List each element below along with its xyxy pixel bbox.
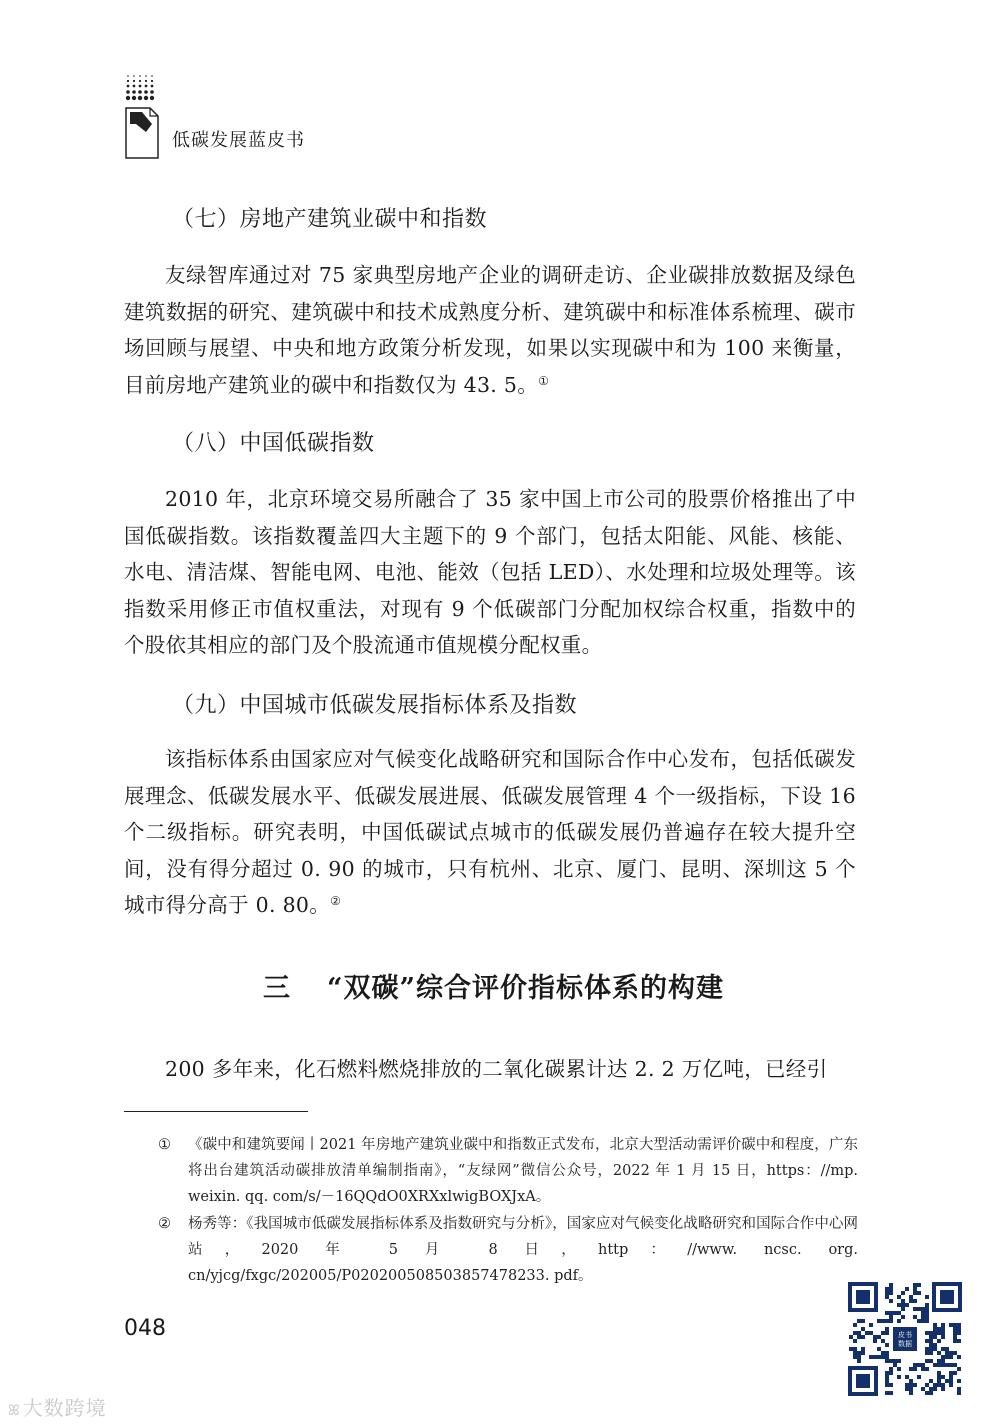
footnote-2 [124,1211,858,1289]
svg-text:皮书: 皮书 [898,1331,912,1339]
section-heading-9: （九）中国城市低碳发展指标体系及指数 [172,693,578,718]
footnote-ref-2[interactable]: ② [330,894,342,908]
footnote-mark: ② [158,1216,171,1232]
section-body-8: 2010 年，北京环境交易所融合了 35 家中国上市公司的股票价格推出了中国低碳指数。该指数覆盖四大主题下的 9 个部门，包括太阳能、风能、核能、水电、清洁煤、智能电网、电池、能效（包括 LED）、水处理和垃圾处理等。该指数采用修正市值权重法，对现有 9 个低碳部门分配加权综合权重，指数中的个股依其相应的部门及个股流通市值规模分配权重。 [124,487,856,657]
watermark-logo-icon: ꕤ [8,1403,21,1419]
running-header-title: 低碳发展蓝皮书 [172,130,305,151]
footnote-1 [124,1132,858,1210]
section-body-9 [124,741,856,924]
section-body-7 [124,257,856,403]
footnote-mark: ① [158,1137,171,1153]
watermark [8,1392,107,1421]
chapter-heading [0,966,987,1005]
chapter-body: 200 多年来，化石燃料燃烧排放的二氧化碳累计达 2. 2 万亿吨，已经引 [165,1057,828,1081]
chapter-title: “双碳”综合评价指标体系的构建 [326,973,725,1004]
section-heading-7: （七）房地产建筑业碳中和指数 [172,207,488,232]
watermark-text: 大数跨境 [22,1396,107,1420]
page-number: 048 [124,1316,166,1341]
book-corner-icon [124,74,160,160]
footnote-divider [124,1111,308,1112]
svg-text:数据: 数据 [898,1340,912,1348]
footnote-text: 杨秀等：《我国城市低碳发展指标体系及指数研究与分析》，国家应对气候变化战略研究和国际合作中心网站，2020 年 5 月 8 日，http：//www. ncsc. org. cn/yjcg/fxgc/202005/P020200508503857478233. pdf。 [188,1216,858,1284]
section-heading-8: （八）中国低碳指数 [172,431,375,456]
qr-code-icon[interactable] [848,1282,962,1396]
footnote-text: 《碳中和建筑要闻丨2021 年房地产建筑业碳中和指数正式发布，北京大型活动需评价碳中和程度，广东将出台建筑活动碳排放清单编制指南》，“友绿网”微信公众号，2022 年 1 月 15 日，https：//mp. weixin. qq. com/s/－16QQdO0XRXxlwigBOXJxA。 [188,1137,858,1205]
footnote-ref-1[interactable]: ① [538,373,550,388]
paragraph-text: 该指标体系由国家应对气候变化战略研究和国际合作中心发布，包括低碳发展理念、低碳发展水平、低碳发展进展、低碳发展管理 4 个一级指标，下设 16 个二级指标。研究表明，中国低碳试点城市的低碳发展仍普遍存在较大提升空间，没有得分超过 0. 90 的城市，只有杭州、北京、厦门、昆明、深圳这 5 个城市得分高于 0. 80。 [124,747,856,917]
chapter-number: 三 [262,973,291,1004]
paragraph-text: 友绿智库通过对 75 家典型房地产企业的调研走访、企业碳排放数据及绿色建筑数据的研究、建筑碳中和技术成熟度分析、建筑碳中和标准体系梳理、碳市场回顾与展望、中央和地方政策分析发现，如果以实现碳中和为 100 来衡量，目前房地产建筑业的碳中和指数仅为 43. 5。 [124,263,856,397]
